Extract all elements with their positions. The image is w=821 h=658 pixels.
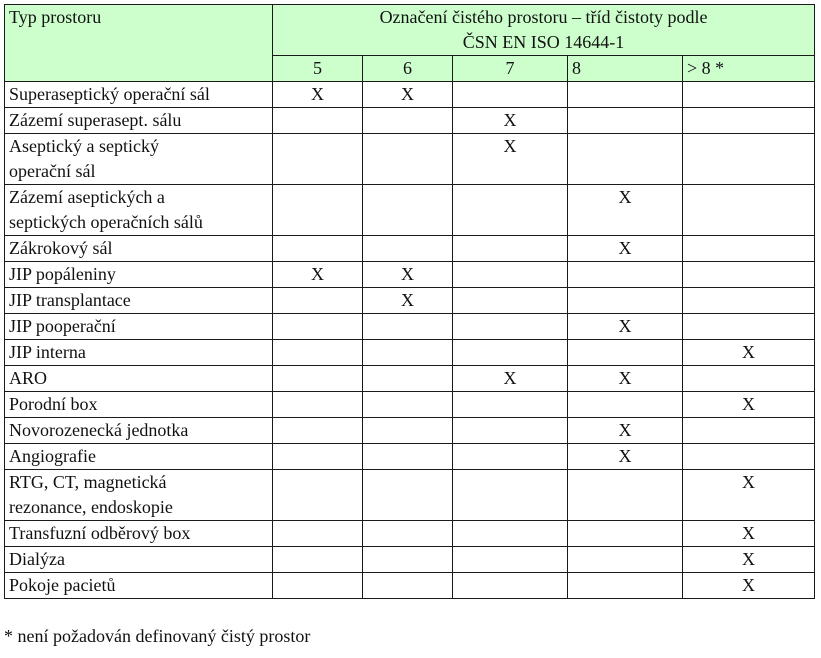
room-type-cell — [5, 236, 273, 262]
class-mark-cell: X — [568, 314, 683, 340]
class-mark-cell — [683, 185, 815, 236]
class-mark-cell: X — [568, 366, 683, 392]
room-type-label: Transfuzní odběrový box — [9, 523, 191, 543]
class-mark-cell — [363, 314, 453, 340]
room-type-label: Angiografie — [9, 446, 96, 466]
room-type-label: JIP interna — [9, 342, 86, 362]
class-mark-cell — [683, 314, 815, 340]
class-mark-cell — [363, 340, 453, 366]
class-mark-cell — [453, 288, 568, 314]
class-mark-cell — [453, 418, 568, 444]
room-type-label: Superaseptický operační sál — [9, 84, 210, 104]
class-mark-cell — [363, 392, 453, 418]
class-mark-cell: X — [273, 262, 363, 288]
cleanroom-class-table — [4, 4, 815, 599]
class-mark-cell — [273, 236, 363, 262]
class-mark-cell: X — [363, 288, 453, 314]
room-type-cell — [5, 573, 273, 599]
class-mark-cell: X — [363, 82, 453, 108]
class-mark-cell — [453, 470, 568, 521]
room-type-label: Pokoje pacietů — [9, 575, 116, 595]
class-mark-cell — [453, 262, 568, 288]
table-row — [5, 185, 815, 236]
room-type-label: Aseptický a septický — [9, 136, 159, 156]
table-row — [5, 82, 815, 108]
class-mark-cell — [453, 444, 568, 470]
class-mark-cell: X — [568, 185, 683, 236]
room-type-label: Porodní box — [9, 394, 98, 414]
table-row — [5, 108, 815, 134]
class-mark-cell — [683, 366, 815, 392]
class-mark-cell — [273, 470, 363, 521]
room-type-cell — [5, 418, 273, 444]
table-row — [5, 392, 815, 418]
room-type-label: Zázemí superasept. sálu — [9, 110, 182, 130]
class-mark-cell — [363, 547, 453, 573]
class-mark-cell — [273, 366, 363, 392]
room-type-label: RTG, CT, magnetická — [9, 472, 167, 492]
room-type-label: Novorozenecká jednotka — [9, 420, 189, 440]
class-mark-cell — [453, 185, 568, 236]
room-type-label: ARO — [9, 368, 48, 388]
class-mark-cell — [568, 288, 683, 314]
class-mark-cell — [453, 547, 568, 573]
room-type-label: JIP popáleniny — [9, 264, 116, 284]
class-mark-cell — [453, 392, 568, 418]
class-mark-cell: X — [453, 108, 568, 134]
class-mark-cell — [453, 82, 568, 108]
room-type-label: septických operačních sálů — [9, 212, 203, 232]
class-mark-cell — [363, 236, 453, 262]
class-mark-cell — [363, 573, 453, 599]
room-type-label: operační sál — [9, 161, 96, 181]
class-mark-cell: X — [683, 521, 815, 547]
room-type-cell — [5, 521, 273, 547]
class-mark-cell: X — [683, 573, 815, 599]
class-mark-cell — [453, 521, 568, 547]
class-mark-cell — [683, 262, 815, 288]
class-header-8: 8 — [568, 56, 683, 82]
class-mark-cell: X — [683, 392, 815, 418]
document-page — [4, 4, 814, 646]
class-mark-cell — [453, 314, 568, 340]
class-mark-cell — [273, 314, 363, 340]
class-mark-cell — [568, 134, 683, 185]
group-header-line-1: Označení čistého prostoru – tříd čistoty podle — [379, 7, 708, 27]
class-mark-cell: X — [568, 418, 683, 444]
room-type-cell — [5, 185, 273, 236]
table-row — [5, 470, 815, 521]
class-mark-cell — [273, 547, 363, 573]
class-mark-cell — [363, 521, 453, 547]
class-mark-cell — [683, 288, 815, 314]
class-mark-cell — [273, 444, 363, 470]
room-type-label: rezonance, endoskopie — [9, 497, 173, 517]
room-type-cell — [5, 392, 273, 418]
room-type-cell — [5, 444, 273, 470]
table-row — [5, 366, 815, 392]
class-mark-cell — [273, 340, 363, 366]
class-mark-cell: X — [683, 470, 815, 521]
class-mark-cell — [273, 418, 363, 444]
class-mark-cell — [568, 262, 683, 288]
class-header-over-8: > 8 * — [683, 56, 815, 82]
class-mark-cell — [683, 444, 815, 470]
room-type-label: JIP transplantace — [9, 290, 131, 310]
group-header-line-2: ČSN EN ISO 14644-1 — [462, 32, 625, 52]
class-mark-cell — [273, 288, 363, 314]
room-type-label: Dialýza — [9, 549, 65, 569]
class-mark-cell: X — [363, 262, 453, 288]
class-mark-cell — [363, 134, 453, 185]
room-type-cell — [5, 547, 273, 573]
class-mark-cell — [683, 418, 815, 444]
class-mark-cell — [683, 82, 815, 108]
room-type-header: Typ prostoru — [5, 5, 273, 82]
room-type-label: JIP pooperační — [9, 316, 116, 336]
class-mark-cell — [568, 521, 683, 547]
class-mark-cell — [273, 573, 363, 599]
class-mark-cell — [363, 185, 453, 236]
table-body — [5, 82, 815, 599]
class-mark-cell — [568, 392, 683, 418]
class-mark-cell — [273, 185, 363, 236]
table-row — [5, 418, 815, 444]
table-row — [5, 547, 815, 573]
class-mark-cell — [568, 82, 683, 108]
class-mark-cell: X — [568, 444, 683, 470]
class-mark-cell — [273, 521, 363, 547]
class-mark-cell — [568, 547, 683, 573]
class-mark-cell — [273, 134, 363, 185]
class-mark-cell — [683, 108, 815, 134]
class-mark-cell — [363, 470, 453, 521]
class-mark-cell: X — [683, 547, 815, 573]
class-mark-cell — [363, 418, 453, 444]
room-type-label: Zákrokový sál — [9, 238, 113, 258]
cleanliness-class-group-header — [273, 5, 815, 56]
room-type-cell — [5, 288, 273, 314]
class-mark-cell — [363, 366, 453, 392]
class-mark-cell — [363, 444, 453, 470]
class-header-7: 7 — [453, 56, 568, 82]
room-type-cell — [5, 134, 273, 185]
class-mark-cell — [273, 392, 363, 418]
class-mark-cell — [273, 108, 363, 134]
room-type-cell — [5, 340, 273, 366]
class-mark-cell — [683, 236, 815, 262]
table-row — [5, 236, 815, 262]
room-type-cell — [5, 262, 273, 288]
table-row — [5, 134, 815, 185]
class-mark-cell — [683, 134, 815, 185]
class-header-6: 6 — [363, 56, 453, 82]
room-type-cell — [5, 366, 273, 392]
class-mark-cell — [363, 108, 453, 134]
class-mark-cell: X — [683, 340, 815, 366]
room-type-label: Zázemí aseptických a — [9, 187, 165, 207]
room-type-cell — [5, 82, 273, 108]
class-mark-cell: X — [453, 134, 568, 185]
class-mark-cell — [568, 108, 683, 134]
class-mark-cell — [568, 573, 683, 599]
table-row — [5, 521, 815, 547]
table-row — [5, 573, 815, 599]
table-row — [5, 288, 815, 314]
class-mark-cell: X — [273, 82, 363, 108]
class-mark-cell: X — [453, 366, 568, 392]
room-type-cell — [5, 314, 273, 340]
table-row — [5, 314, 815, 340]
class-mark-cell — [453, 573, 568, 599]
table-header — [5, 5, 815, 82]
class-header-5: 5 — [273, 56, 363, 82]
room-type-cell — [5, 470, 273, 521]
class-mark-cell — [568, 340, 683, 366]
table-row — [5, 444, 815, 470]
class-mark-cell — [453, 236, 568, 262]
class-mark-cell — [453, 340, 568, 366]
room-type-cell — [5, 108, 273, 134]
footnote: * není požadován definovaný čistý prostor — [4, 626, 311, 646]
table-row — [5, 340, 815, 366]
table-row — [5, 262, 815, 288]
class-mark-cell — [568, 470, 683, 521]
class-mark-cell: X — [568, 236, 683, 262]
